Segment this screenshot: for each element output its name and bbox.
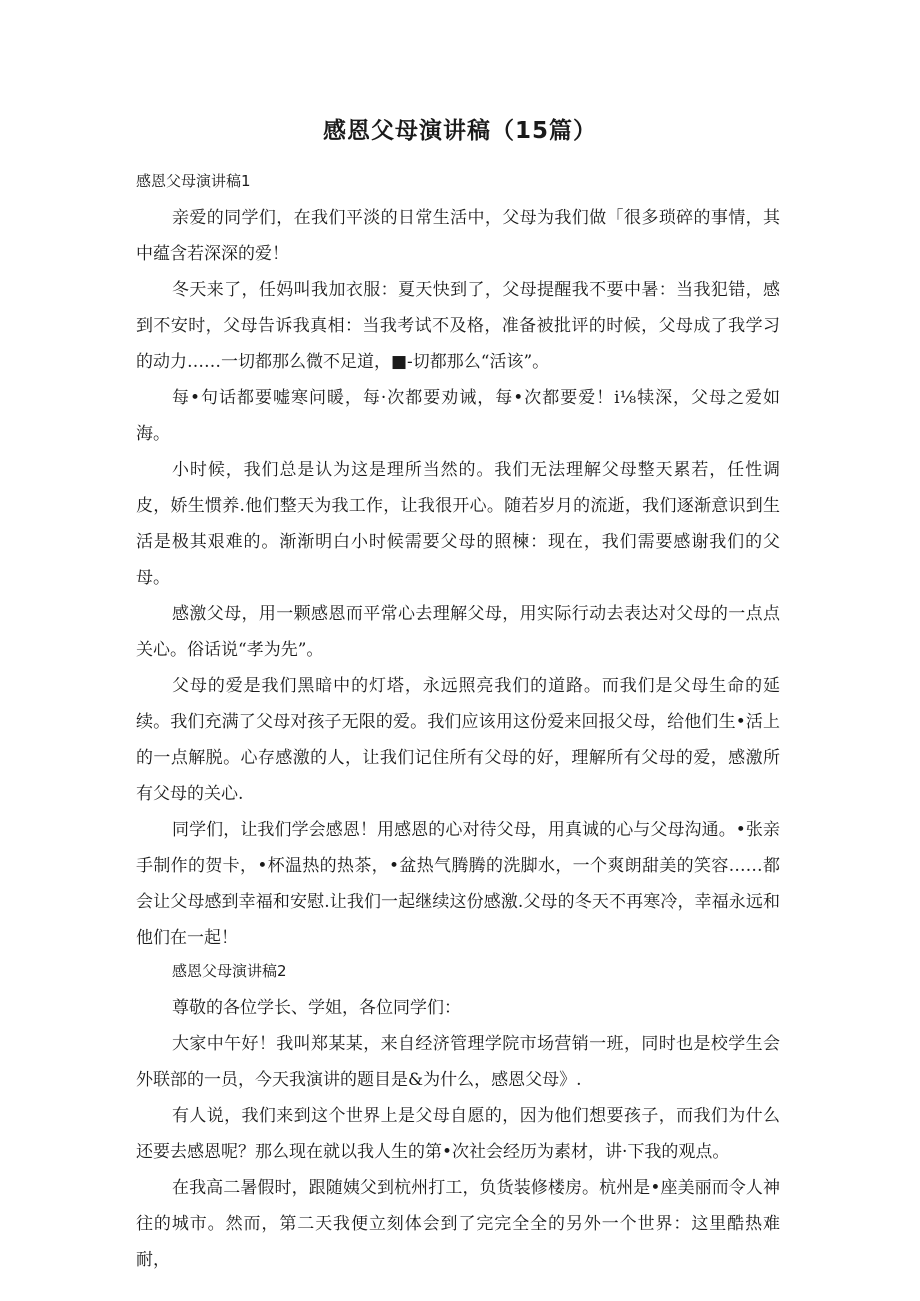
- paragraph: 小时候，我们总是认为这是理所当然的。我们无法理解父母整天累若，任性调皮，娇生惯养.他们整天为我工作，让我很开心。随若岁月的流逝，我们逐渐意识到生活是极其艰难的。渐渐明白小时候需要父母的照楝：现在，我们需要感谢我们的父母。: [136, 460, 780, 588]
- paragraph: 父母的爱是我们黑暗中的灯塔，永远照亮我们的道路。而我们是父母生命的延续。我们充满了父母对孩子无限的爱。我们应该用这份爱来回报父母，给他们生•活上的一点解脱。心存感激的人，让我们记住所有父母的好，理解所有父母的爱，感激所有父母的关心.: [136, 676, 780, 804]
- paragraph: 大家中午好！我叫郑某某，来自经济管理学院市场营销一班，同时也是校学生会外联部的一员，今天我演讲的题目是&为什么，感恩父母》.: [136, 1034, 780, 1090]
- section-heading: 感恩父母演讲稿1: [136, 172, 251, 190]
- document-body: [136, 168, 780, 1278]
- paragraph: 有人说，我们来到这个世界上是父母自愿的，因为他们想要孩子，而我们为什么还要去感恩呢？那么现在就以我人生的第•次社会经历为素材，讲·下我的观点。: [136, 1106, 780, 1162]
- paragraph: 感激父母，用一颗感恩而平常心去理解父母，用实际行动去表达对父母的一点点关心。俗话说“孝为先”。: [136, 604, 780, 660]
- paragraph: 冬天来了，任妈叫我加衣服：夏天快到了，父母提醒我不要中暑：当我犯错，感到不安时，父母告诉我真相：当我考试不及格，准备被批评的时候，父母成了我学习的动力……一切都那么微不足道，■-切都那么“活该”。: [136, 280, 780, 372]
- section-heading: 感恩父母演讲稿2: [172, 962, 287, 980]
- paragraph: 同学们，让我们学会感恩！用感恩的心对待父母，用真诚的心与父母沟通。•张亲手制作的贺卡，•杯温热的热茶，•盆热气腾腾的洗脚水，一个爽朗甜美的笑容……都会让父母感到幸福和安慰.让我们一起继续这份感激.父母的冬天不再寒冷，幸福永远和他们在一起！: [136, 820, 780, 948]
- document-title: 感恩父母演讲稿（15篇）: [322, 118, 597, 144]
- paragraph: 在我高二暑假时，跟随姨父到杭州打工，负货装修楼房。杭州是•座美丽而令人神往的城市。然而，第二天我便立刻体会到了完完全全的另外一个世界：这里酷热难耐，: [136, 1178, 780, 1270]
- paragraph: 亲爱的同学们，在我们平淡的日常生活中，父母为我们做「很多琐碎的事情，其中蕴含若深深的爱！: [136, 208, 780, 264]
- paragraph: 尊敬的各位学长、学姐，各位同学们：: [172, 998, 461, 1018]
- paragraph: 每•句话都要嘘寒问暖，每·次都要劝诫，每•次都要爱！i⅛犊深，父母之爱如海。: [136, 388, 780, 444]
